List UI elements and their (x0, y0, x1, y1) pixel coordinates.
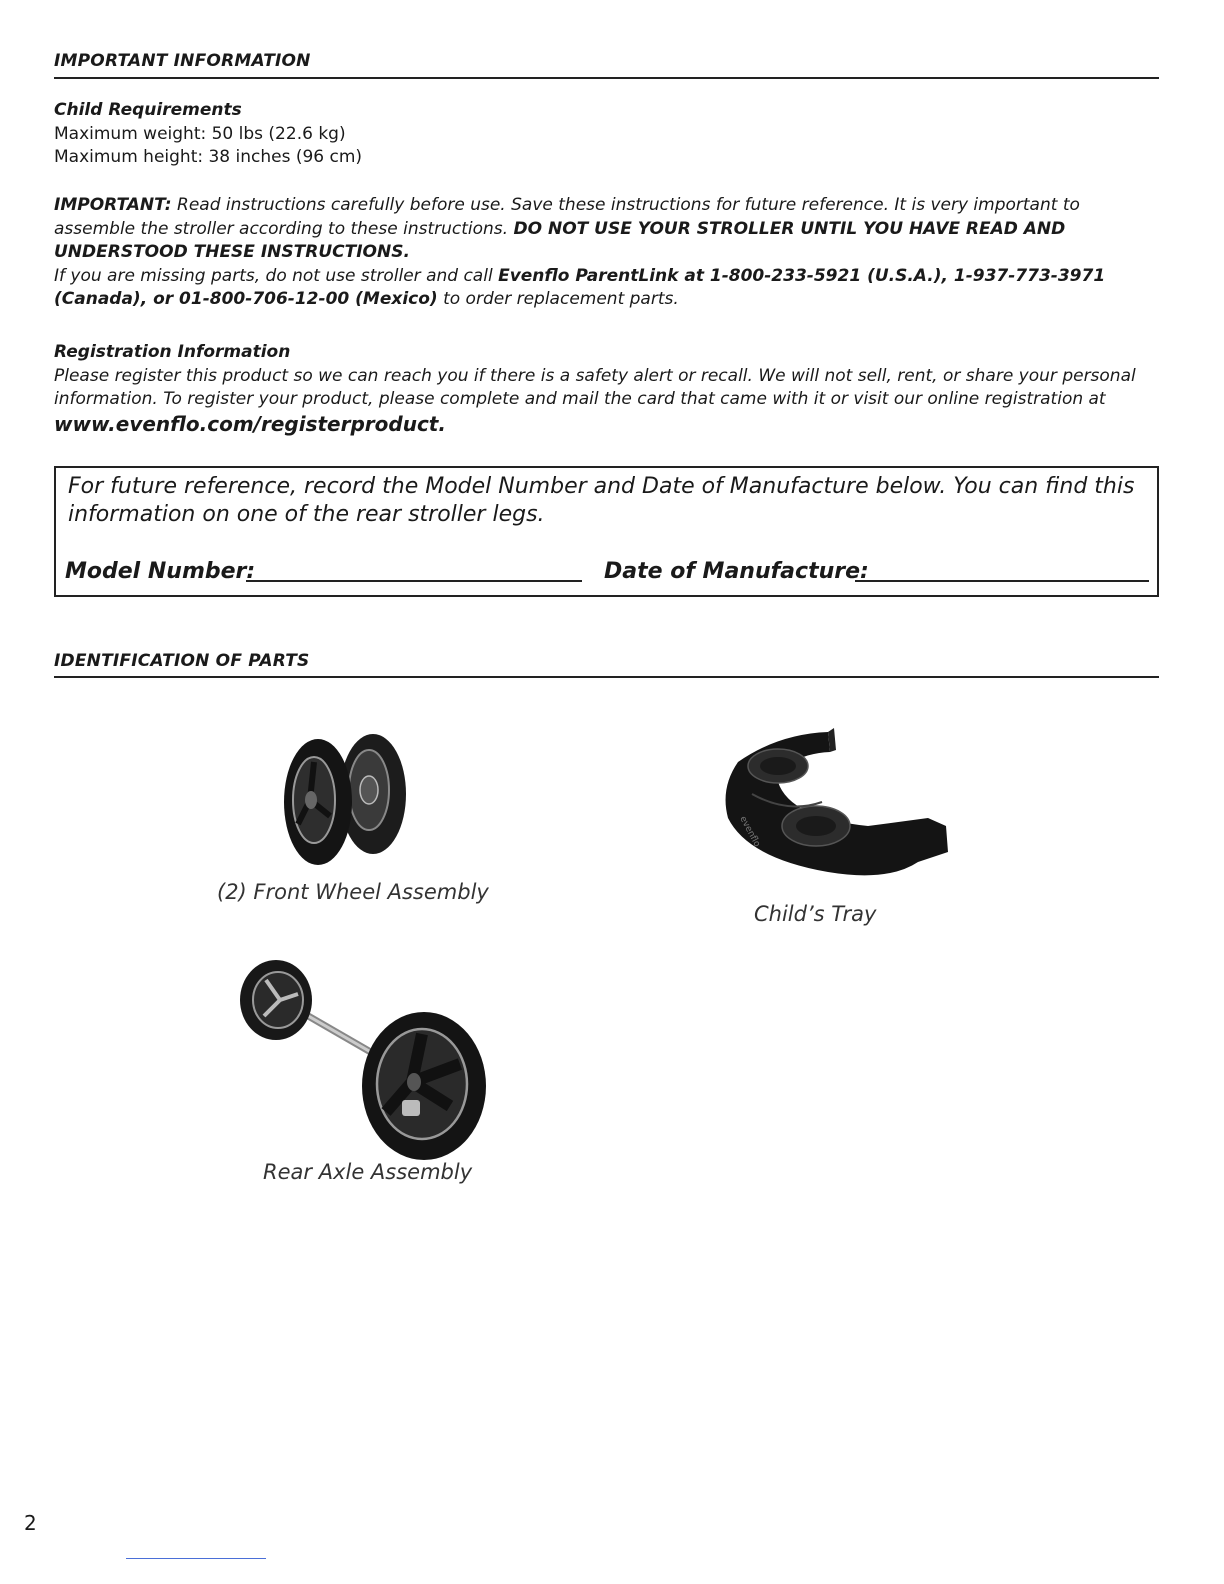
tray-logo: evenflo (737, 814, 762, 849)
section-rule (54, 77, 1159, 79)
date-of-manufacture-field[interactable] (855, 580, 1149, 582)
registration (54, 341, 1159, 436)
record-box-text: For future reference, record the Model Number and Date of Manufacture below. You can find this information on one of the rear stroller legs. (68, 474, 1135, 527)
important-notice (54, 194, 1159, 312)
model-number-label: Model Number: (65, 559, 256, 584)
front-wheel-assembly-image (270, 728, 420, 870)
important-label: IMPORTANT: (54, 195, 172, 215)
missing-parts-end: to order replacement parts. (437, 289, 679, 309)
record-box (54, 466, 1159, 597)
footer-line (126, 1558, 266, 1559)
max-weight: Maximum weight: 50 lbs (22.6 kg) (54, 123, 346, 144)
part-label: Child’s Tray (754, 902, 877, 926)
model-number-field[interactable] (246, 580, 582, 582)
section-rule (54, 676, 1159, 678)
important-text: Read instructions carefully before use. Save these instructions for future reference. It is very important to assemble the stroller according to these instructions. (54, 195, 1080, 239)
registration-heading: Registration Information (54, 342, 291, 362)
missing-parts-text: If you are missing parts, do not use stroller and call (54, 265, 499, 286)
child-requirements-heading: Child Requirements (54, 100, 242, 120)
important-info-heading: IMPORTANT INFORMATION (54, 51, 311, 71)
rear-axle-assembly-image (236, 958, 492, 1164)
registration-text: Please register this product so we can reach you if there is a safety alert or recall. We will not sell, rent, or share your personal information. To register your product, please complete and mail the card that came with it or visit our online registration at (54, 365, 1136, 409)
registration-url[interactable]: www.evenflo.com/registerproduct. (54, 411, 446, 436)
childs-tray-image (718, 722, 958, 884)
parts-heading: IDENTIFICATION OF PARTS (54, 651, 310, 671)
child-requirements (54, 99, 1154, 170)
parentlink-contact: Evenflo ParentLink at 1-800-233-5921 (U.S.A.), 1-937-773-3971 (Canada), or 01-800-706-12-00 (Mexico) (54, 265, 1106, 309)
date-of-manufacture-label: Date of Manufacture: (604, 559, 869, 584)
page-number: 2 (24, 1511, 37, 1535)
part-label: (2) Front Wheel Assembly (217, 880, 489, 904)
max-height: Maximum height: 38 inches (96 cm) (54, 147, 363, 167)
part-label: Rear Axle Assembly (263, 1160, 473, 1184)
warning-text: DO NOT USE YOUR STROLLER UNTIL YOU HAVE READ AND UNDERSTOOD THESE INSTRUCTIONS. (54, 218, 1066, 262)
